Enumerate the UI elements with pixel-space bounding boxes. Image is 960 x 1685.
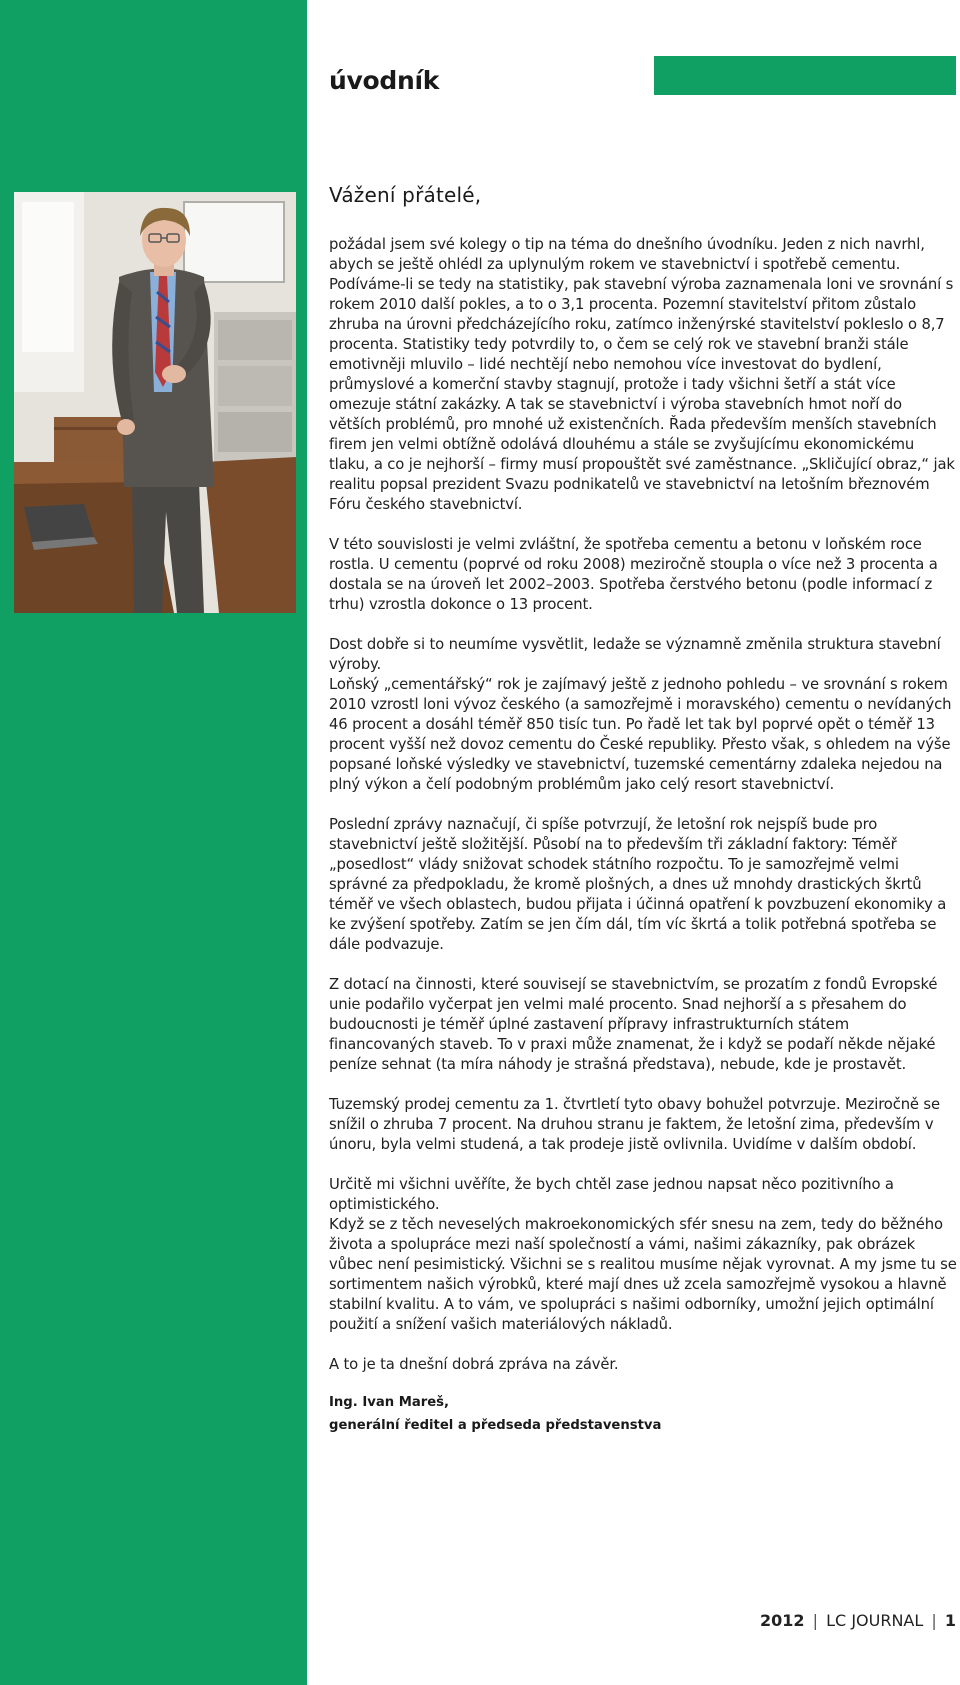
signature-block [329, 1391, 957, 1437]
paragraph-9: Když se z těch neveselých makroekonomických sfér snesu na zem, tedy do běžného života a spolupráce mezi naší společností a vámi, našimi zákazníky, pak obrázek vůbec není pesimistický. Všichni se s realitou musíme nějak vyrovnat. A my jsme tu se sortimentem našich výrobků, které mají dnes už zcela samozřejmě vysokou a hlavně stabilní kvalitu. A to vám, ve spolupráci s našimi odborníky, umožní jejich optimální použití a snížení vašich materiálových nákladů. [329, 1216, 957, 1333]
paragraph-2: V této souvislosti je velmi zvláštní, že spotřeba cementu a betonu v loňském roce rostla. U cementu (poprvé od roku 2008) meziročně stoupla o více než 3 procenta a dostala se na úroveň let 2002–2003. Spotřeba čerstvého betonu (podle informací z trhu) vzrostla dokonce o 13 procent. [329, 536, 938, 613]
paragraph-8: Určitě mi všichni uvěříte, že bych chtěl zase jednou napsat něco pozitivního a optimistického. [329, 1176, 894, 1213]
salutation: Vážení přátelé, [329, 183, 482, 207]
paragraph-3: Dost dobře si to neumíme vysvětlit, ledaže se významně změnila struktura stavební výroby. [329, 636, 941, 673]
paragraph-7: Tuzemský prodej cementu za 1. čtvrtletí tyto obavy bohužel potvrzuje. Meziročně se snížil o zhruba 7 procent. Na druhou stranu je faktem, že letošní zima, především v únoru, byla velmi studená, a tak prodeje jistě ovlivnila. Uvidíme v dalším období. [329, 1096, 940, 1153]
paragraph-10: A to je ta dnešní dobrá zpráva na závěr. [329, 1356, 619, 1373]
footer-journal: LC JOURNAL [826, 1611, 924, 1630]
footer-separator-2: | [931, 1611, 937, 1630]
paragraph-4: Loňský „cementářský“ rok je zajímavý ještě z jednoho pohledu – ve srovnání s rokem 2010 vzrostl loni vývoz českého (a samozřejmě i moravského) cementu o nevídaných 46 procent a dosáhl téměř 850 tisíc tun. Po řadě let tak byl poprvé opět o téměř 13 procent vyšší než dovoz cementu do České republiky. Přesto však, s ohledem na výše popsané loňské výsledky ve stavebnictví, tuzemské cementárny zdaleka nejedou na plný výkon a čelí podobným problémům jako celý resort stavebnictví. [329, 676, 952, 793]
section-title: úvodník [329, 66, 440, 95]
footer-year: 2012 [760, 1611, 805, 1630]
page-footer [760, 1611, 956, 1630]
footer-separator-1: | [812, 1611, 819, 1630]
paragraph-1: požádal jsem své kolegy o tip na téma do dnešního úvodníku. Jeden z nich navrhl, abych se ještě ohlédl za uplynulým rokem ve stavebnictví i spotřebě cementu. Podíváme-li se tedy na statistiky, pak stavební výroba zaznamenala loni ve srovnání s rokem 2010 další pokles, a to o 3,1 procenta. Pozemní stavitelství přitom zůstalo zhruba na úrovni předcházejícího roku, zatímco inženýrské stavitelství pokleslo o 8,7 procenta. Statistiky tedy potvrdily to, o čem se celý rok ve stavební branži stále emotivněji mluvilo – lidé nechtějí nebo nemohou více investovat do bydlení, průmyslové a komerční stavby stagnují, protože i tady všichni šetří a stát více omezuje státní zakázky. A tak se stavebnictví i výroba stavebních hmot noří do větších problémů, pro mnohé už existenčních. Řada především menších stavebních firem jen velmi obtížně odolává dlouhému a stále se zvyšujícímu ekonomickému tlaku, a co je nejhorší – firmy musí propouštět své zaměstnance. „Skličující obraz,“ jak realitu popsal prezident Svazu podnikatelů ve stavebnictví na letošním březnovém Fóru českého stavebnictví. [329, 236, 955, 513]
signature-name: Ing. Ivan Mareš, [329, 1395, 450, 1410]
author-portrait-photo [14, 192, 296, 613]
paragraph-6: Z dotací na činnosti, které souvisejí se stavebnictvím, se prozatím z fondů Evropské unie podařilo vyčerpat jen velmi malé procento. Snad nejhorší a s přesahem do budoucnosti je téměř úplné zastavení přípravy infrastrukturních státem financovaných staveb. To v praxi může znamenat, že i když se podaří někde nějaké peníze sehnat (ta míra náhody je strašná představa), nebude, kde je prostavět. [329, 976, 938, 1073]
editorial-content [329, 183, 957, 1437]
signature-role: generální ředitel a předseda představenstva [329, 1418, 662, 1433]
footer-page-number: 1 [944, 1611, 956, 1630]
paragraph-5: Poslední zprávy naznačují, či spíše potvrzují, že letošní rok nejspíš bude pro stavebnictví ještě složitější. Působí na to především tři základní faktory: Téměř „posedlost“ vlády snižovat schodek státního rozpočtu. To je samozřejmě velmi správné za předpokladu, že kromě plošných, a dnes už mnohdy drastických škrtů téměř ve všech oblastech, budou přijata i účinná opatření k povzbuzení ekonomiky a ke zvýšení spotřeby. Zatím se jen čím dál, tím víc škrtá a tolik potřebná spotřeba se dále podvazuje. [329, 816, 947, 953]
green-header-bar [654, 56, 956, 95]
